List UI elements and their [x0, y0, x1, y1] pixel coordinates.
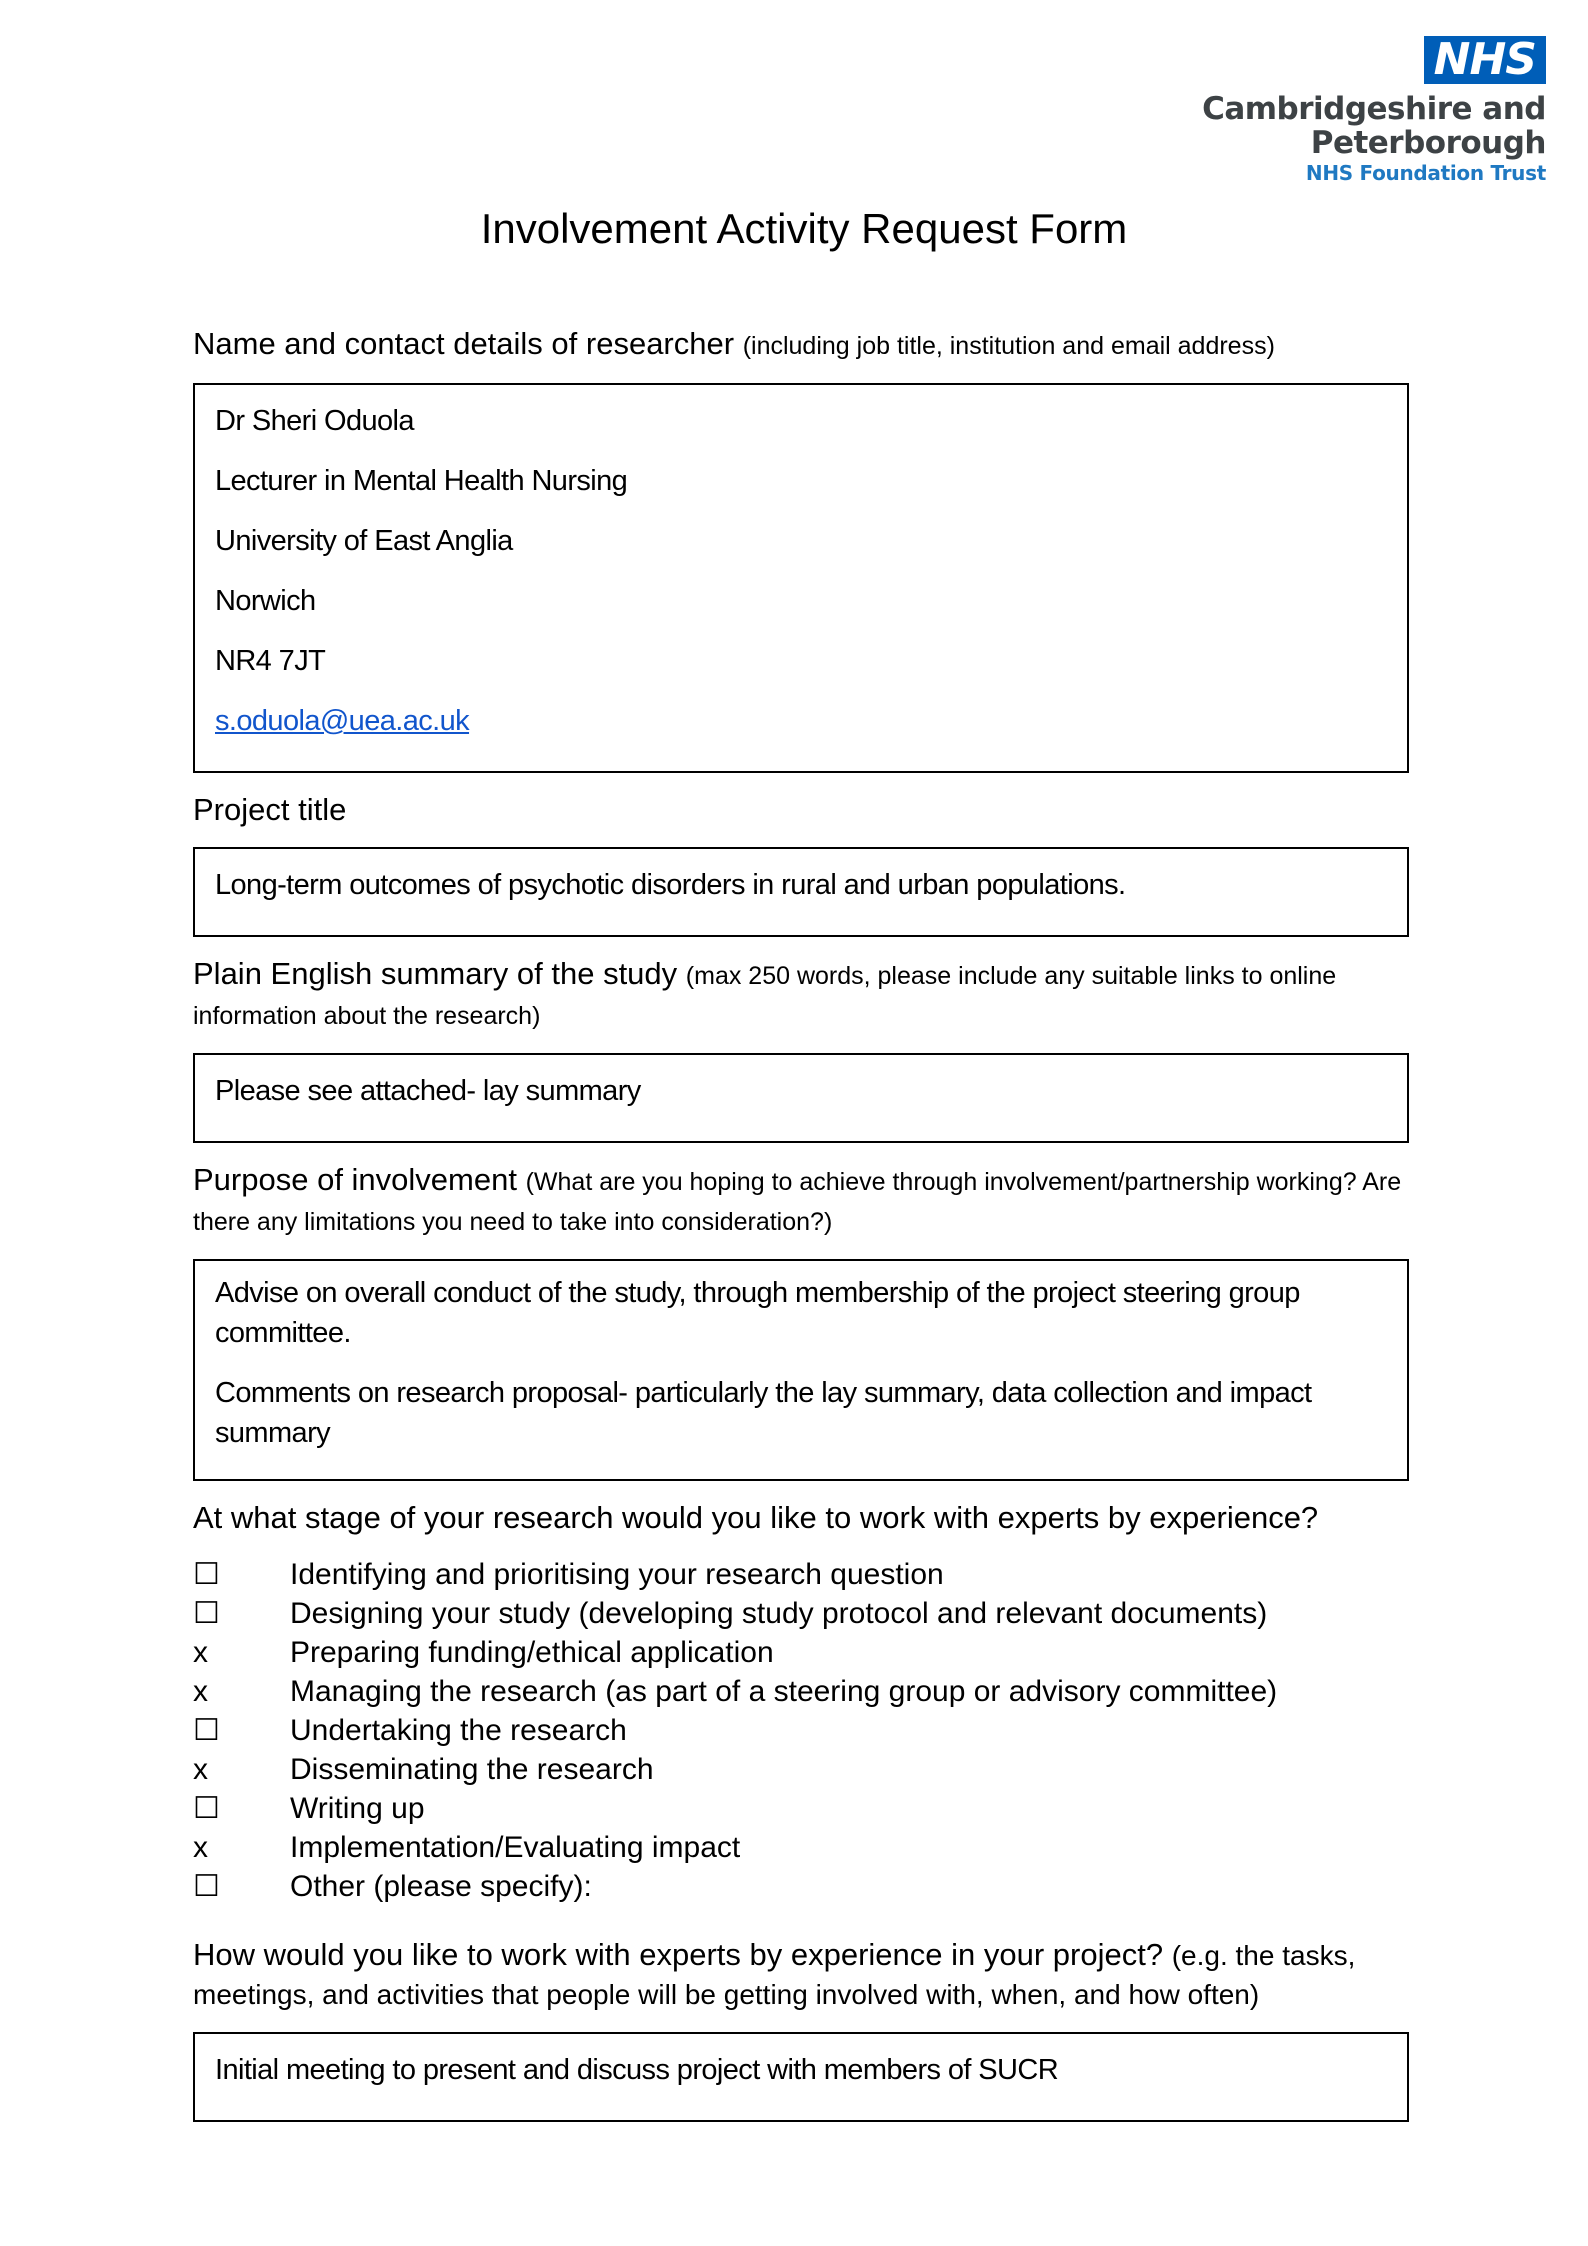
stage-question: At what stage of your research would you like to work with experts by experience? — [193, 1500, 1319, 1535]
stage-option-label: Designing your study (developing study protocol and relevant documents) — [290, 1597, 1268, 1630]
summary-box[interactable] — [193, 1053, 1409, 1143]
form-content — [193, 325, 1410, 2122]
researcher-job-title: Lecturer in Mental Health Nursing — [215, 465, 628, 497]
stage-option — [193, 1633, 1410, 1672]
stage-checkbox[interactable]: x — [193, 1753, 208, 1786]
stage-option-label: Disseminating the research — [290, 1753, 654, 1786]
nhs-logo-mark: NHS — [1424, 36, 1546, 84]
purpose-paragraph: Comments on research proposal- particularly the lay summary, data collection and impact summary — [215, 1377, 1312, 1449]
how-note-2: meetings, and activities that people will be getting involved with, when, and how often) — [193, 1979, 1260, 2010]
researcher-section-label — [193, 325, 1410, 365]
researcher-institution: University of East Anglia — [215, 525, 513, 557]
trust-name-line2: Peterborough — [1310, 125, 1546, 161]
trust-name-line1: Cambridgeshire and — [1202, 91, 1546, 127]
researcher-label: Name and contact details of researcher — [193, 326, 735, 361]
purpose-note-1: (What are you hoping to achieve through involvement/partnership working? Are — [525, 1168, 1402, 1196]
stage-option-label: Writing up — [290, 1792, 425, 1825]
how-note-1: (e.g. the tasks, — [1171, 1940, 1356, 1971]
trust-subtitle: NHS Foundation Trust — [1305, 161, 1546, 185]
summary-note-2: information about the research) — [193, 1002, 541, 1030]
researcher-name: Dr Sheri Oduola — [215, 405, 414, 437]
stage-checkbox[interactable]: ☐ — [193, 1597, 220, 1630]
researcher-note: (including job title, institution and email address) — [742, 332, 1275, 360]
stage-checkbox[interactable]: ☐ — [193, 1558, 220, 1591]
stage-option — [193, 1711, 1410, 1750]
summary-section-label — [193, 955, 1410, 1035]
stage-option — [193, 1672, 1410, 1711]
stage-checkbox[interactable]: x — [193, 1831, 208, 1864]
stage-option — [193, 1789, 1410, 1828]
stage-option — [193, 1867, 1410, 1906]
stage-option — [193, 1555, 1410, 1594]
trust-logo — [1126, 36, 1546, 186]
stage-checkbox[interactable]: x — [193, 1636, 208, 1669]
how-section-label — [193, 1936, 1410, 2014]
stage-option-label: Identifying and prioritising your research question — [290, 1558, 944, 1591]
summary-value: Please see attached- lay summary — [215, 1075, 641, 1107]
summary-note-1: (max 250 words, please include any suitable links to online — [685, 962, 1337, 990]
stage-option-label: Managing the research (as part of a steering group or advisory committee) — [290, 1675, 1278, 1708]
summary-label: Plain English summary of the study — [193, 956, 678, 991]
purpose-paragraph: Advise on overall conduct of the study, through membership of the project steering group committee. — [215, 1277, 1300, 1349]
researcher-email-link[interactable]: s.oduola@uea.ac.uk — [215, 705, 470, 737]
stage-option-label: Undertaking the research — [290, 1714, 627, 1747]
stage-checkbox[interactable]: ☐ — [193, 1870, 220, 1903]
stage-option-label: Implementation/Evaluating impact — [290, 1831, 741, 1864]
stage-checkbox[interactable]: x — [193, 1675, 208, 1708]
stage-option — [193, 1594, 1410, 1633]
how-value: Initial meeting to present and discuss project with members of SUCR — [215, 2054, 1059, 2086]
project-title-label: Project title — [193, 792, 347, 827]
stage-option-label: Preparing funding/ethical application — [290, 1636, 774, 1669]
researcher-city: Norwich — [215, 585, 316, 617]
purpose-note-2: there any limitations you need to take into consideration?) — [193, 1208, 833, 1236]
stage-checkbox[interactable]: ☐ — [193, 1792, 220, 1825]
project-title-value: Long-term outcomes of psychotic disorders in rural and urban populations. — [215, 869, 1126, 901]
purpose-box[interactable] — [193, 1259, 1409, 1481]
purpose-section-label — [193, 1161, 1410, 1241]
purpose-label: Purpose of involvement — [193, 1162, 517, 1197]
stage-list — [193, 1555, 1410, 1906]
researcher-details-box[interactable] — [193, 383, 1409, 773]
researcher-postcode: NR4 7JT — [215, 645, 326, 677]
how-box[interactable] — [193, 2032, 1409, 2122]
page-title: Involvement Activity Request Form — [480, 205, 1128, 252]
stage-option — [193, 1828, 1410, 1867]
stage-option-label: Other (please specify): — [290, 1870, 592, 1903]
stage-checkbox[interactable]: ☐ — [193, 1714, 220, 1747]
how-label: How would you like to work with experts by experience in your project? — [193, 1937, 1164, 1972]
stage-option — [193, 1750, 1410, 1789]
project-title-box[interactable] — [193, 847, 1409, 937]
